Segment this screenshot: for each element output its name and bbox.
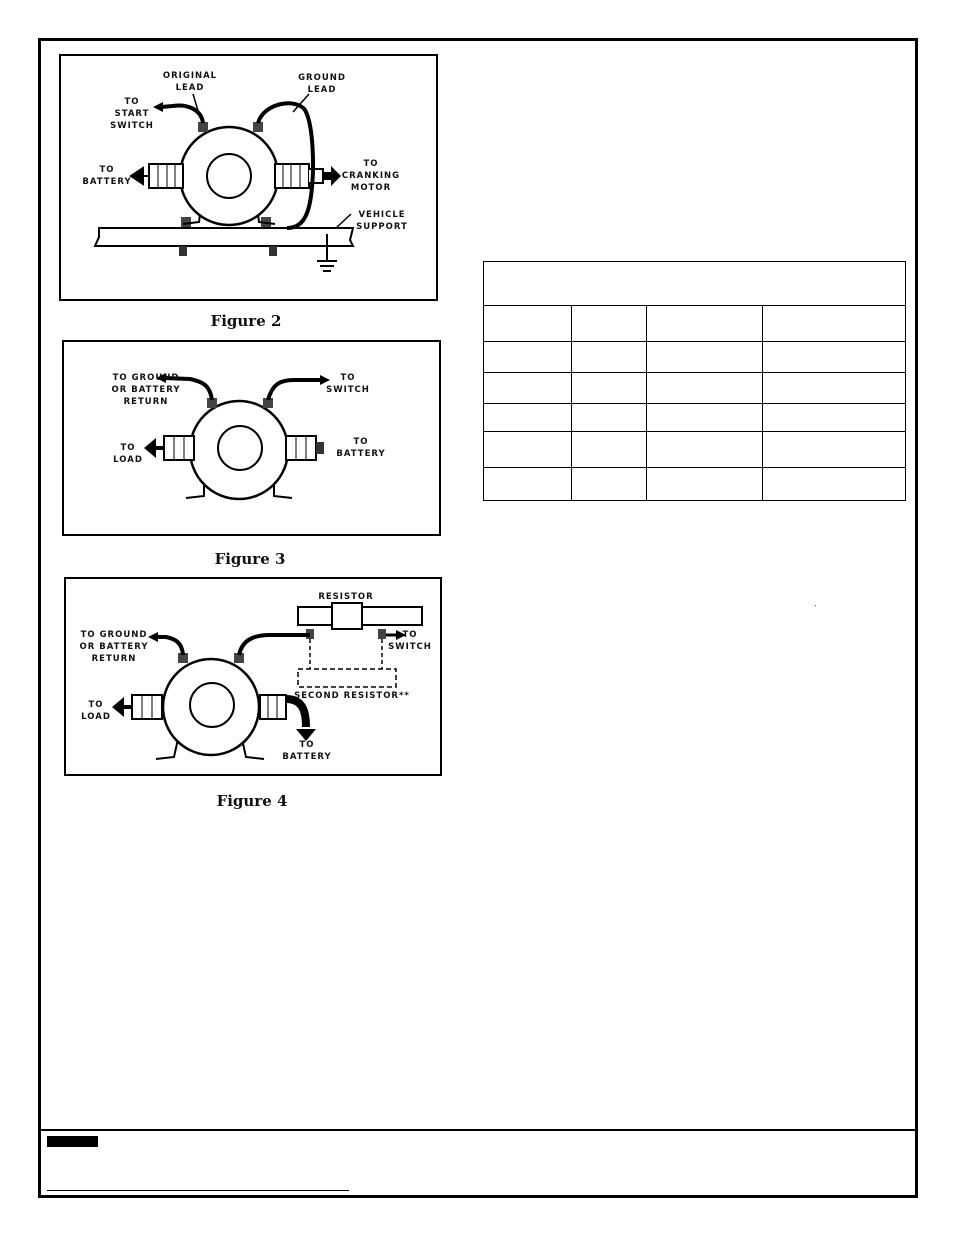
figure-2-illustration [59,54,438,301]
label-second-resistor: SECOND RESISTOR** [294,691,410,701]
table-cell [647,373,763,404]
table-cell [647,468,763,501]
table-header-row [484,262,906,306]
label-to-ground-or-battery-return: TO GROUND OR BATTERY RETURN [111,373,181,407]
figure-3-illustration [62,340,441,536]
table-row [484,342,906,373]
table-cell [484,306,572,342]
label-to-start-switch: TO START SWITCH [110,97,154,131]
label-to-load: TO LOAD [81,700,111,722]
table-cell [484,404,572,432]
stray-mark [815,605,816,606]
label-to-battery: TO BATTERY [336,437,386,459]
figure-3-caption: Figure 3 [214,550,286,568]
table-cell [763,342,906,373]
solenoid-resistor-diagram [66,579,440,774]
label-to-load: TO LOAD [113,443,143,465]
label-original-lead: ORIGINAL LEAD [162,71,218,93]
label-to-cranking-motor: TO CRANKING MOTOR [341,159,401,193]
footer-redaction-bar [47,1136,98,1147]
footer-divider [38,1129,915,1131]
table-cell [572,306,647,342]
label-to-switch: TO SWITCH [326,373,370,395]
label-resistor: RESISTOR [318,592,374,602]
footer-underline [47,1190,349,1191]
table-cell [484,432,572,468]
table-row [484,432,906,468]
table-cell [763,306,906,342]
label-vehicle-support: VEHICLE SUPPORT [356,210,408,232]
table-row [484,306,906,342]
figure-4-illustration [64,577,442,776]
label-to-ground-or-battery-return: TO GROUND OR BATTERY RETURN [79,630,149,664]
label-ground-lead: GROUND LEAD [298,73,346,95]
table-cell [647,342,763,373]
label-to-battery: TO BATTERY [282,740,332,762]
table-row [484,468,906,501]
table-cell [647,432,763,468]
table-cell [572,468,647,501]
table-row [484,373,906,404]
table-cell [763,373,906,404]
table-cell [572,404,647,432]
label-to-switch: TO SWITCH [388,630,432,652]
table-cell [572,432,647,468]
table-cell [484,373,572,404]
table-cell [763,404,906,432]
table-cell [763,468,906,501]
table-cell [572,342,647,373]
table-cell [647,306,763,342]
table-cell [484,468,572,501]
table-cell [484,342,572,373]
figure-4-caption: Figure 4 [216,792,288,810]
label-to-battery: TO BATTERY [82,165,132,187]
specification-table [483,261,906,501]
table-cell [572,373,647,404]
table-row [484,404,906,432]
table-cell [763,432,906,468]
table-title-cell [484,262,906,306]
figure-2-caption: Figure 2 [210,312,282,330]
table-cell [647,404,763,432]
